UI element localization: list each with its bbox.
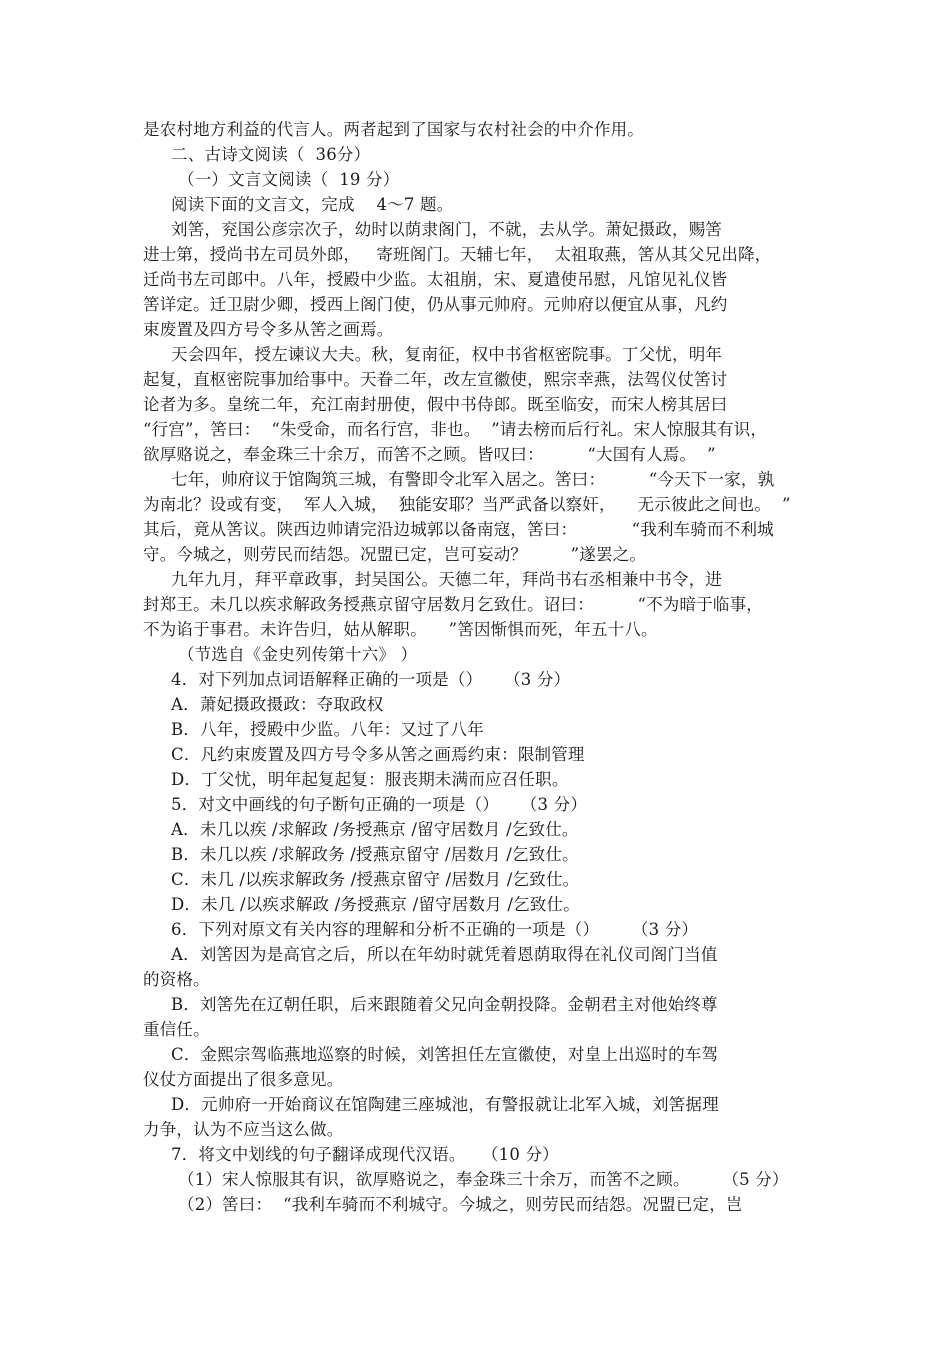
text-line: “行宫”，筈曰： “朱受命，而名行宫，非也。 ”请去榜而后行礼。宋人惊服其有识， — [143, 420, 768, 439]
text-line: 七年，帅府议于馆陶筑三城，有警即令北军入居之。筈曰： “今天下一家，孰 — [171, 470, 775, 489]
option-c: C．金熙宗驾临燕地巡察的时候，刘筈担任左宣徽使，对皇上出巡时的车驾 — [171, 1045, 719, 1064]
option-a-continued: 的资格。 — [143, 970, 210, 989]
option-b: B．八年，授殿中少监。八年：又过了八年 — [171, 720, 484, 739]
question-5: 5．对文中画线的句子断句正确的一项是（） （3 分） — [171, 795, 588, 814]
text-line: 迁尚书左司郎中。八年，授殿中少监。太祖崩，宋、夏遣使吊慰，凡馆见礼仪皆 — [143, 270, 728, 289]
subsection-heading: （一）文言文阅读（ 19 分） — [178, 170, 400, 189]
question-6: 6．下列对原文有关内容的理解和分析不正确的一项是（） （3 分） — [171, 920, 699, 939]
text-line: 天会四年，授左谏议大夫。秋，复南征，权中书省枢密院事。丁父忧，明年 — [171, 345, 723, 364]
text-line: 筈详定。迁卫尉少卿，授西上阁门使，仍从事元帅府。元帅府以便宜从事，凡约 — [143, 295, 728, 314]
text-line: 是农村地方利益的代言人。两者起到了国家与农村社会的中介作用。 — [143, 120, 644, 139]
option-b-continued: 重信任。 — [143, 1020, 210, 1039]
question-7-part-1: （1）宋人惊服其有识，欲厚赂说之，奉金珠三十余万，而筈不之顾。 （5 分） — [178, 1170, 789, 1189]
instruction-line: 阅读下面的文言文，完成 4～7 题。 — [171, 195, 454, 214]
text-line: 为南北？设或有变， 军人入城， 独能安耶？当严武备以察奸， 无示彼此之间也。 ” — [143, 495, 791, 514]
option-c: C．凡约束废置及四方号令多从筈之画焉约束：限制管理 — [171, 745, 585, 764]
text-line: 守。今城之，则劳民而结怨。况盟已定，岂可妄动？ ”遂罢之。 — [143, 545, 647, 564]
option-a: A．萧妃摄政摄政：夺取政权 — [171, 695, 384, 714]
option-c-continued: 仪仗方面提出了很多意见。 — [143, 1070, 344, 1089]
text-line: 起复，直枢密院事加给事中。天眷二年，改左宣徽使，熙宗幸燕，法驾仪仗筈讨 — [143, 370, 728, 389]
option-d: D．丁父忧，明年起复起复：服丧期未满而应召任职。 — [171, 770, 569, 789]
question-7: 7．将文中划线的句子翻译成现代汉语。 （10 分） — [171, 1145, 559, 1164]
text-line: 不为谄于事君。未许告归，姑从解职。 ”筈因惭惧而死，年五十八。 — [143, 620, 658, 639]
option-b: B．刘筈先在辽朝任职，后来跟随着父兄向金朝投降。金朝君主对他始终尊 — [171, 995, 718, 1014]
text-line: 九年九月，拜平章政事，封吴国公。天德二年，拜尚书右丞相兼中书令，进 — [171, 570, 723, 589]
option-b: B．未几以疾 /求解政务 /授燕京留守 /居数月 /乞致仕。 — [171, 845, 579, 864]
option-d: D．元帅府一开始商议在馆陶建三座城池，有警报就让北军入城，刘筈据理 — [171, 1095, 719, 1114]
source-citation: （节选自《金史列传第十六》 ） — [178, 645, 418, 664]
section-heading: 二、古诗文阅读（ 36分） — [171, 145, 371, 164]
option-a: A．未几以疾 /求解政 /务授燕京 /留守居数月 /乞致仕。 — [171, 820, 579, 839]
question-7-part-2: （2）筈曰： “我利车骑而不利城守。今城之，则劳民而结怨。况盟已定，岂 — [178, 1195, 743, 1214]
text-line: 刘筈，兖国公彦宗次子，幼时以荫隶阁门，不就，去从学。萧妃摄政，赐筈 — [171, 220, 723, 239]
question-4: 4．对下列加点词语解释正确的一项是（） （3 分） — [171, 670, 571, 689]
text-line: 欲厚赂说之，奉金珠三十余万，而筈不之顾。皆叹曰： “大国有人焉。 ” — [143, 445, 716, 464]
text-line: 束废置及四方号令多从筈之画焉。 — [143, 320, 394, 339]
text-line: 进士第，授尚书左司员外郎， 寄班阁门。天辅七年， 太祖取燕，筈从其父兄出降， — [143, 245, 772, 264]
text-line: 封郑王。未几以疾求解政务授燕京留守居数月乞致仕。诏曰： “不为暗于临事， — [143, 595, 763, 614]
option-a: A．刘筈因为是高官之后，所以在年幼时就凭着恩荫取得在礼仪司阁门当值 — [171, 945, 718, 964]
text-line: 论者为多。皇统二年，充江南封册使，假中书侍郎。既至临安，而宋人榜其居曰 — [143, 395, 728, 414]
option-d-continued: 力争，认为不应当这么做。 — [143, 1120, 344, 1139]
option-d: D．未几 /以疾求解政 /务授燕京 /留守居数月 /乞致仕。 — [171, 895, 580, 914]
option-c: C．未几 /以疾求解政务 /授燕京留守 /居数月 /乞致仕。 — [171, 870, 580, 889]
text-line: 其后，竟从筈议。陕西边帅请完沿边城郭以备南寇，筈曰： “我利车骑而不利城 — [143, 520, 774, 539]
